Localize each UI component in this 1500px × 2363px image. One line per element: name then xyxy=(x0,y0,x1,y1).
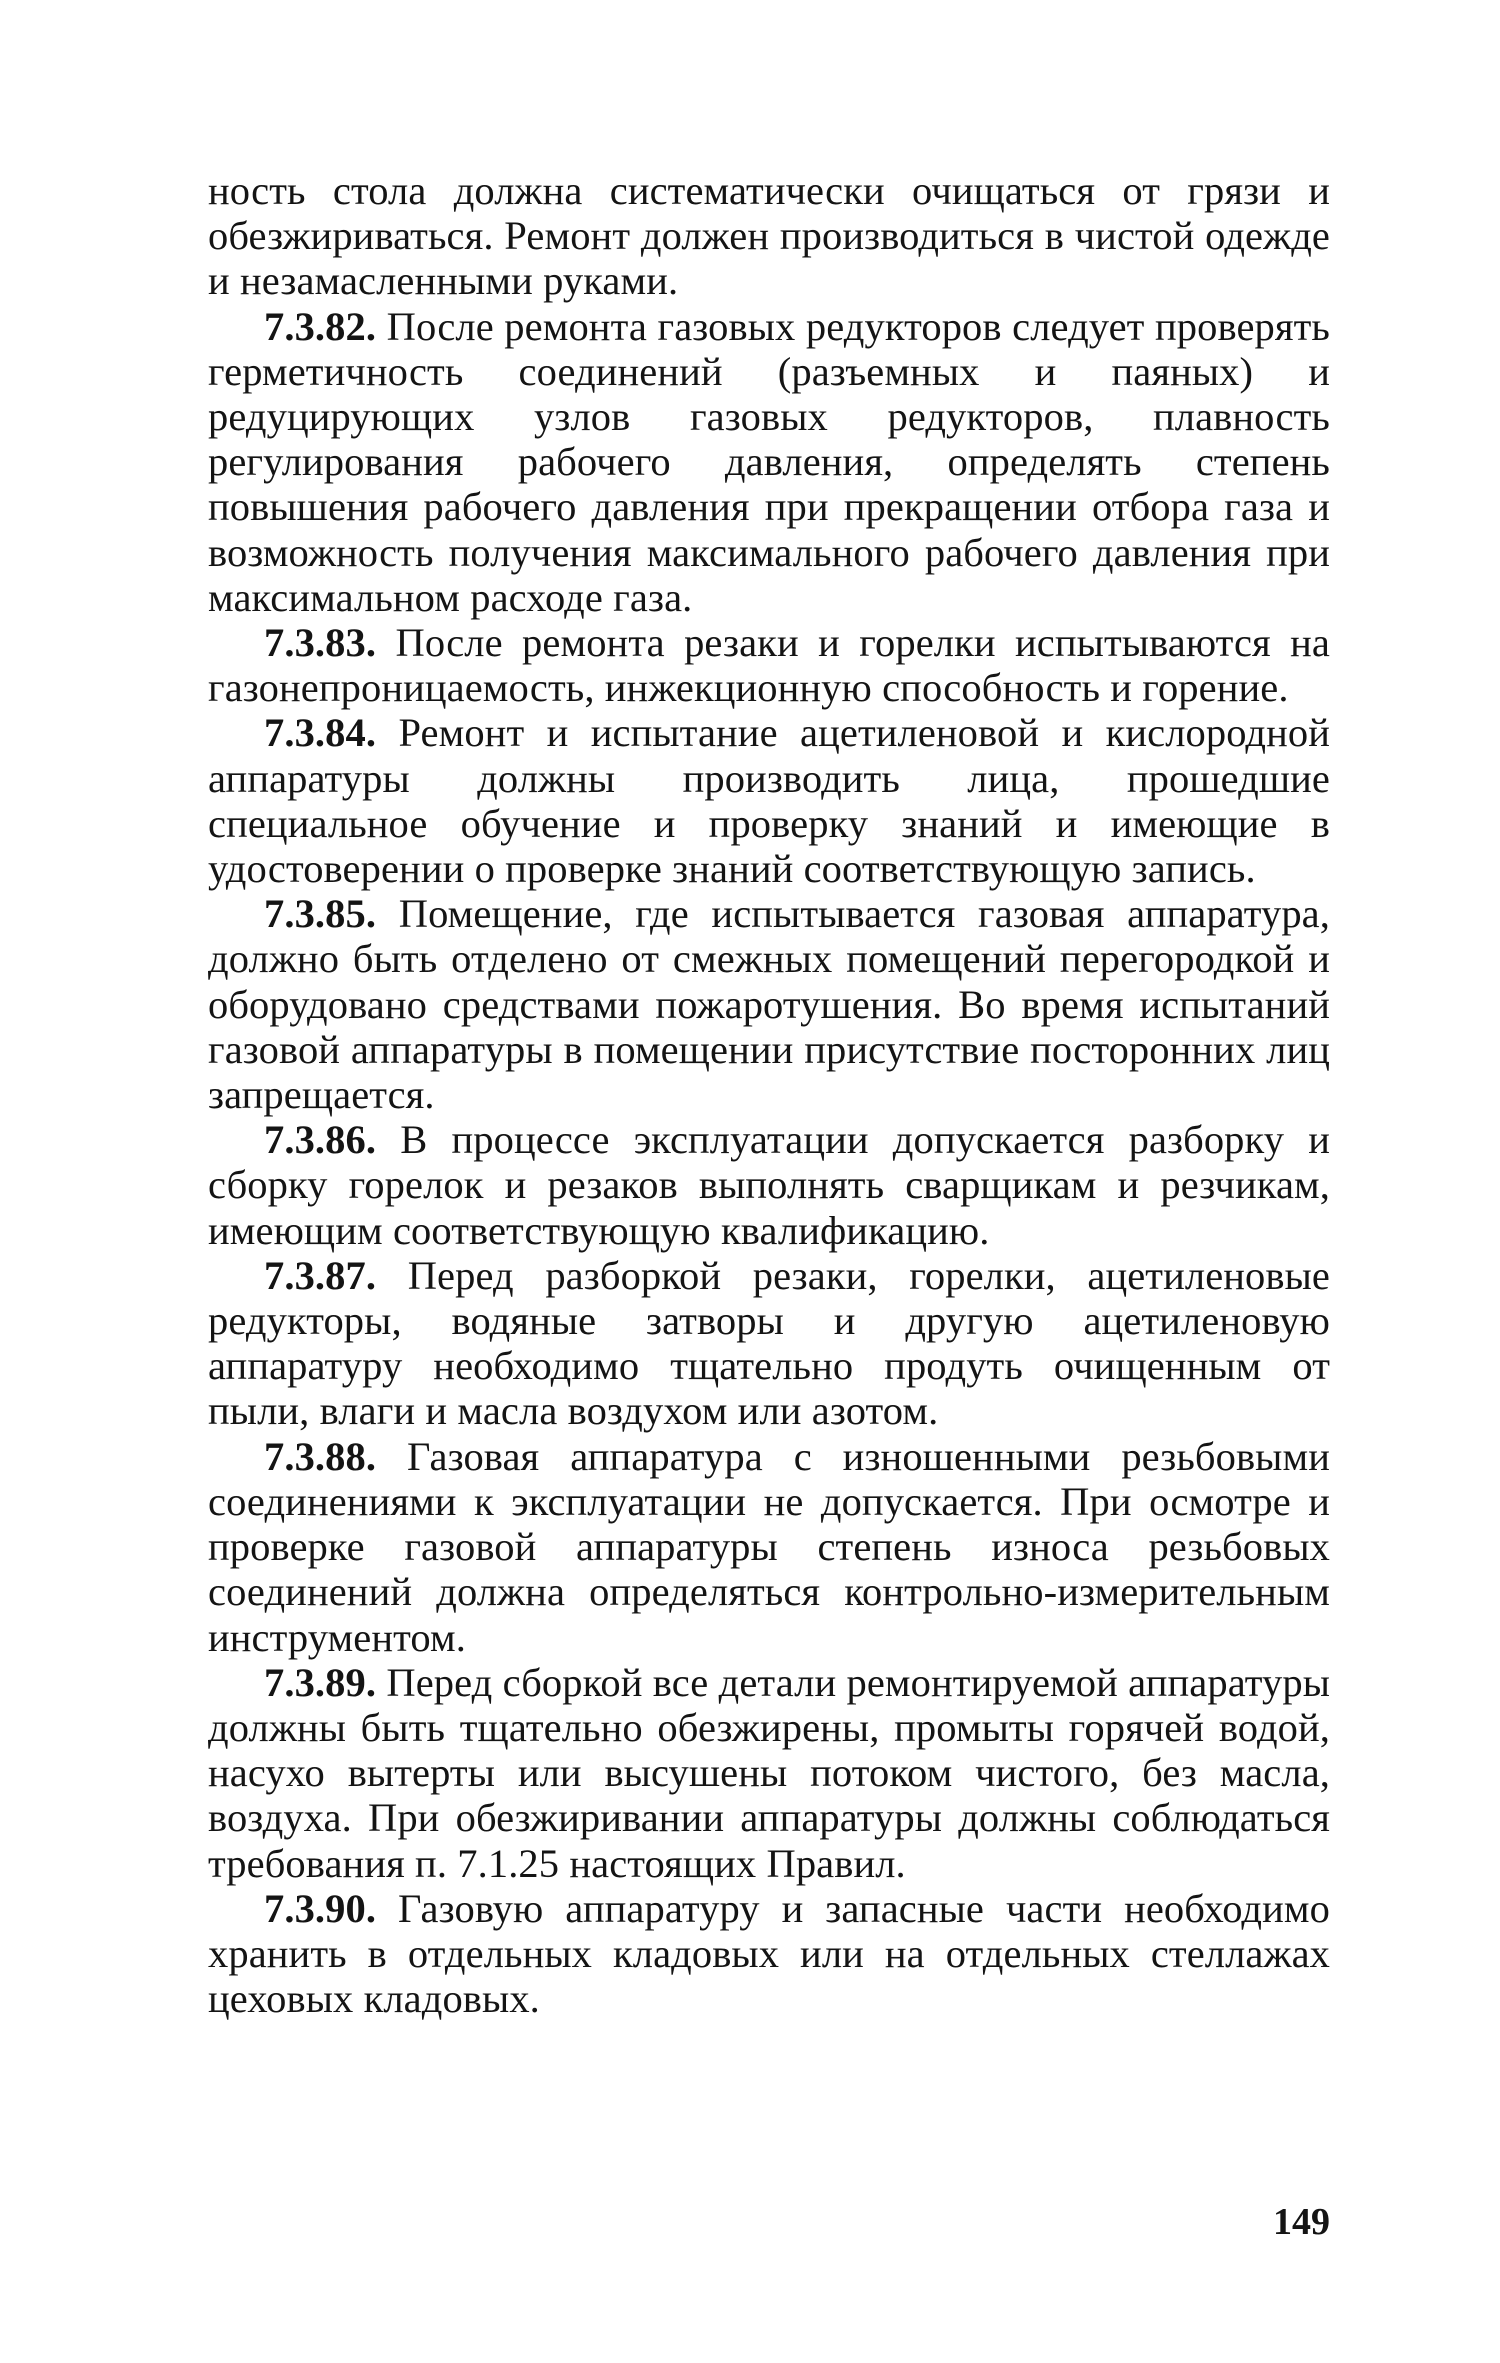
paragraph-text: Перед разборкой резаки, горелки, ацетиленовые редукторы, водяные затворы и другую ацетиленовую аппаратуру необходимо тщательно продуть очищенным от пыли, влаги и масла воздухом или азотом. xyxy=(208,1252,1330,1434)
paragraph-number: 7.3.84. xyxy=(264,710,377,756)
paragraph-text: В процессе эксплуатации допускается разборку и сборку горелок и резаков выполнять сварщикам и резчикам, имеющим соответствующую квалификацию. xyxy=(208,1117,1330,1253)
paragraph-number: 7.3.87. xyxy=(264,1252,377,1298)
paragraph-number: 7.3.88. xyxy=(264,1433,377,1479)
paragraph-7-3-86 xyxy=(208,1117,1330,1253)
paragraph-number: 7.3.82. xyxy=(264,303,377,349)
page-number: 149 xyxy=(1273,2201,1330,2243)
paragraph-text: Перед сборкой все детали ремонтируемой аппаратуры должны быть тщательно обезжирены, промыты горячей водой, насухо вытерты или высушены потоком чистого, без масла, воздуха. При обезжиривании аппаратуры должны соблюдаться требования п. 7.1.25 настоящих Правил. xyxy=(208,1659,1331,1886)
paragraph-number: 7.3.86. xyxy=(264,1117,377,1163)
paragraph-7-3-88 xyxy=(208,1434,1330,1660)
document-page xyxy=(208,168,1330,2021)
paragraph-number: 7.3.85. xyxy=(264,891,377,937)
paragraph-text: Ремонт и испытание ацетиленовой и кислородной аппаратуры должны производить лица, прошедшие специальное обучение и проверку знаний и имеющие в удостоверении о проверке знаний соответствующую запись. xyxy=(208,710,1330,892)
paragraph-number: 7.3.83. xyxy=(264,620,377,666)
paragraph-continuation xyxy=(208,168,1330,304)
paragraph-text: Газовая аппаратура с изношенными резьбовыми соединениями к эксплуатации не допускается. При осмотре и проверке газовой аппаратуры степень износа резьбовых соединений должна определяться контрольно-измерительным инструментом. xyxy=(208,1433,1330,1660)
paragraph-number: 7.3.89. xyxy=(264,1659,377,1705)
paragraph-7-3-85 xyxy=(208,891,1330,1117)
paragraph-7-3-82 xyxy=(208,304,1330,620)
paragraph-text: После ремонта резаки и горелки испытываются на газонепроницаемость, инжекционную способность и горение. xyxy=(208,620,1330,711)
paragraph-text: Газовую аппаратуру и запасные части необходимо хранить в отдельных кладовых или на отдельных стеллажах цеховых кладовых. xyxy=(208,1885,1330,2022)
paragraph-7-3-84 xyxy=(208,710,1330,891)
paragraph-number: 7.3.90. xyxy=(264,1885,377,1931)
paragraph-7-3-87 xyxy=(208,1253,1330,1434)
paragraph-7-3-83 xyxy=(208,620,1330,710)
paragraph-text: ность стола должна систематически очищаться от грязи и обезжириваться. Ремонт должен производиться в чистой одежде и незамасленными руками. xyxy=(208,168,1330,304)
paragraph-7-3-89 xyxy=(208,1660,1330,1886)
paragraph-text: Помещение, где испытывается газовая аппаратура, должно быть отделено от смежных помещений перегородкой и оборудовано средствами пожаротушения. Во время испытаний газовой аппаратуры в помещении присутствие посторонних лиц запрещается. xyxy=(208,891,1330,1118)
paragraph-text: После ремонта газовых редукторов следует проверять герметичность соединений (разъемных и паяных) и редуцирующих узлов газовых редукторов, плавность регулирования рабочего давления, определять степень повышения рабочего давления при прекращении отбора газа и возможность получения максимального рабочего давления при максимальном расходе газа. xyxy=(208,303,1330,620)
paragraph-7-3-90 xyxy=(208,1886,1330,2022)
